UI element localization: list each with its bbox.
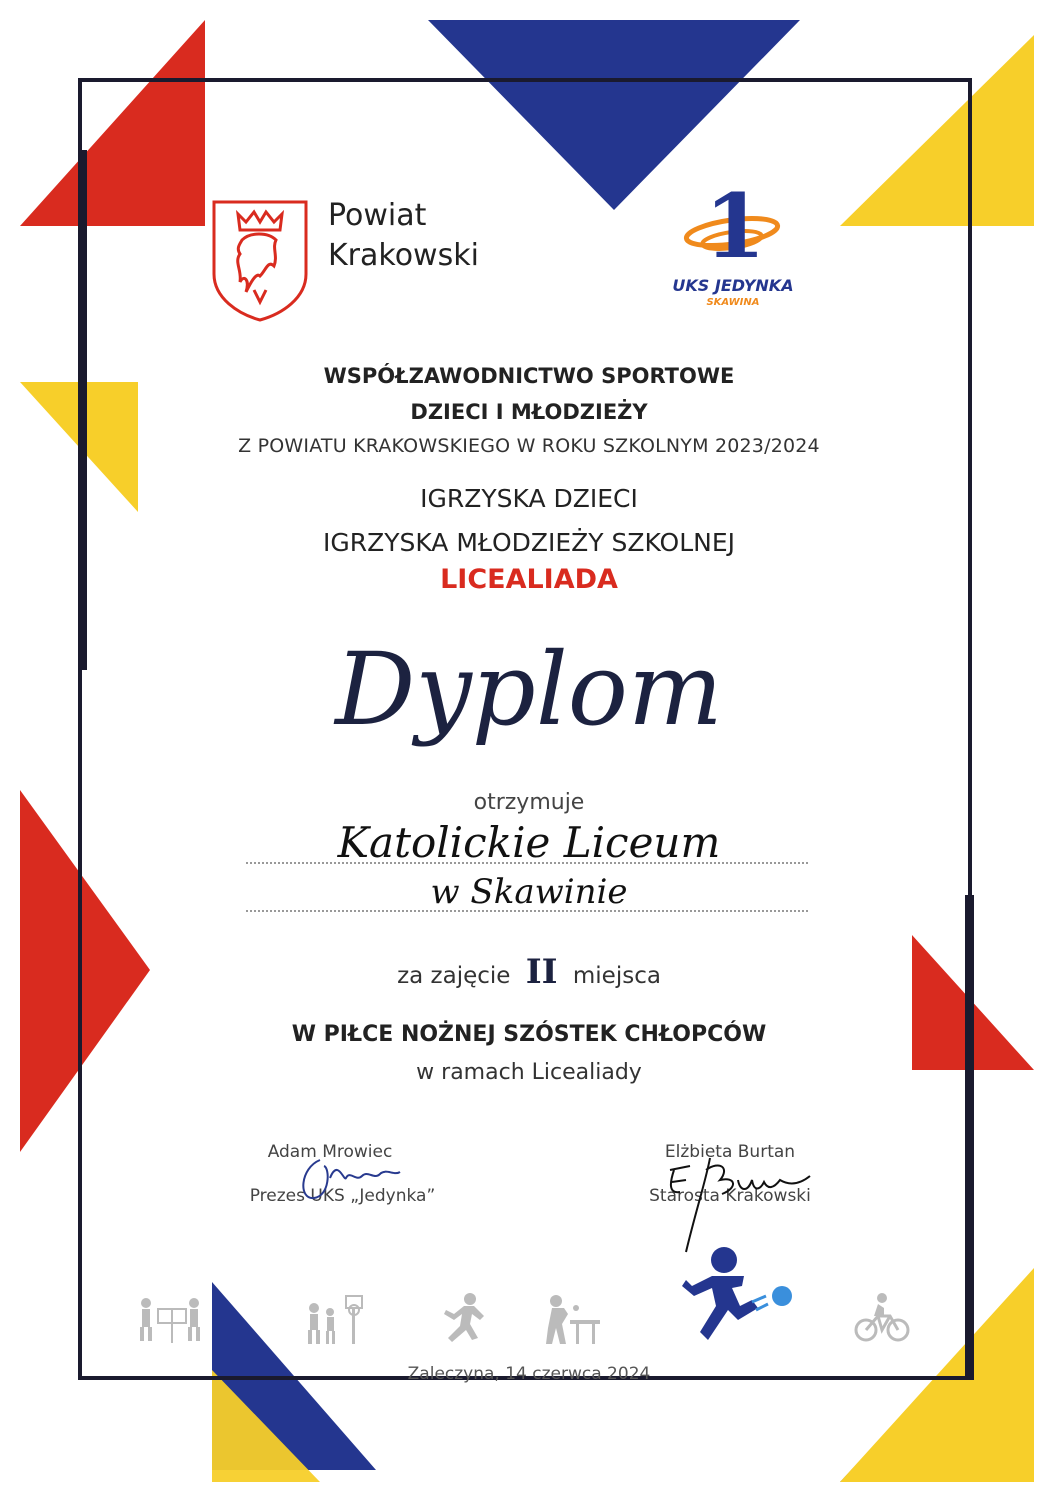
club-city: SKAWINA (706, 297, 760, 308)
running-icon (440, 1292, 486, 1346)
signature-right-title: Starosta Krakowski (649, 1186, 811, 1206)
county-logo (210, 196, 310, 322)
header-line2: DZIECI I MŁODZIEŻY (410, 400, 648, 424)
recipient-intro: otrzymuje (473, 790, 585, 815)
header-line1: WSPÓŁZAWODNICTWO SPORTOWE (323, 364, 735, 388)
yellow-triangle-top-right (840, 35, 1034, 226)
basketball-icon (304, 1290, 364, 1346)
football-icon (682, 1246, 796, 1344)
place-line (0, 952, 1058, 992)
place-suffix: miejsca (572, 963, 661, 989)
signature-left-title: Prezes UKS „Jedynka” (249, 1186, 436, 1206)
red-triangle-top-left (20, 20, 205, 226)
county-name (328, 196, 479, 276)
place-rank: II (525, 952, 558, 992)
discipline-line2: w ramach Licealiady (416, 1060, 642, 1085)
club-numeral: 1 (704, 174, 766, 278)
games-licealiada: LICEALIADA (440, 564, 618, 595)
table-tennis-icon (542, 1294, 602, 1346)
discipline-line1: W PIŁCE NOŻNEJ SZÓSTEK CHŁOPCÓW (291, 1022, 767, 1047)
eagle-shield-icon (210, 196, 310, 322)
header-line3: Z POWIATU KRAKOWSKIEGO W ROKU SZKOLNYM 2023/2024 (238, 435, 820, 457)
volleyball-icon (136, 1295, 206, 1345)
signature-left-scribble (290, 1148, 410, 1208)
club-logo (668, 174, 798, 312)
recipient-name-line1: Katolickie Liceum (337, 818, 721, 867)
place-prefix: za zajęcie (397, 963, 511, 989)
cycling-icon (854, 1292, 910, 1344)
footer-date: Zaleczyna, 14 czerwca 2024 (407, 1364, 651, 1384)
club-name: UKS JEDYNKA (672, 276, 794, 295)
signature-right-name: Elżbieta Burtan (664, 1142, 796, 1162)
signature-right-scribble (650, 1140, 820, 1260)
games-line2: IGRZYSKA MŁODZIEŻY SZKOLNEJ (322, 528, 736, 557)
county-name-line1: Powiat (328, 198, 427, 233)
games-line1: IGRZYSKA DZIECI (420, 484, 638, 513)
recipient-dotted-line-2 (246, 910, 808, 912)
county-name-line2: Krakowski (328, 238, 479, 273)
diploma-title: Dyplom (335, 631, 723, 748)
signature-left-name: Adam Mrowiec (267, 1142, 393, 1162)
recipient-name-line2: w Skawinie (430, 872, 628, 912)
recipient-dotted-line-1 (246, 862, 808, 864)
